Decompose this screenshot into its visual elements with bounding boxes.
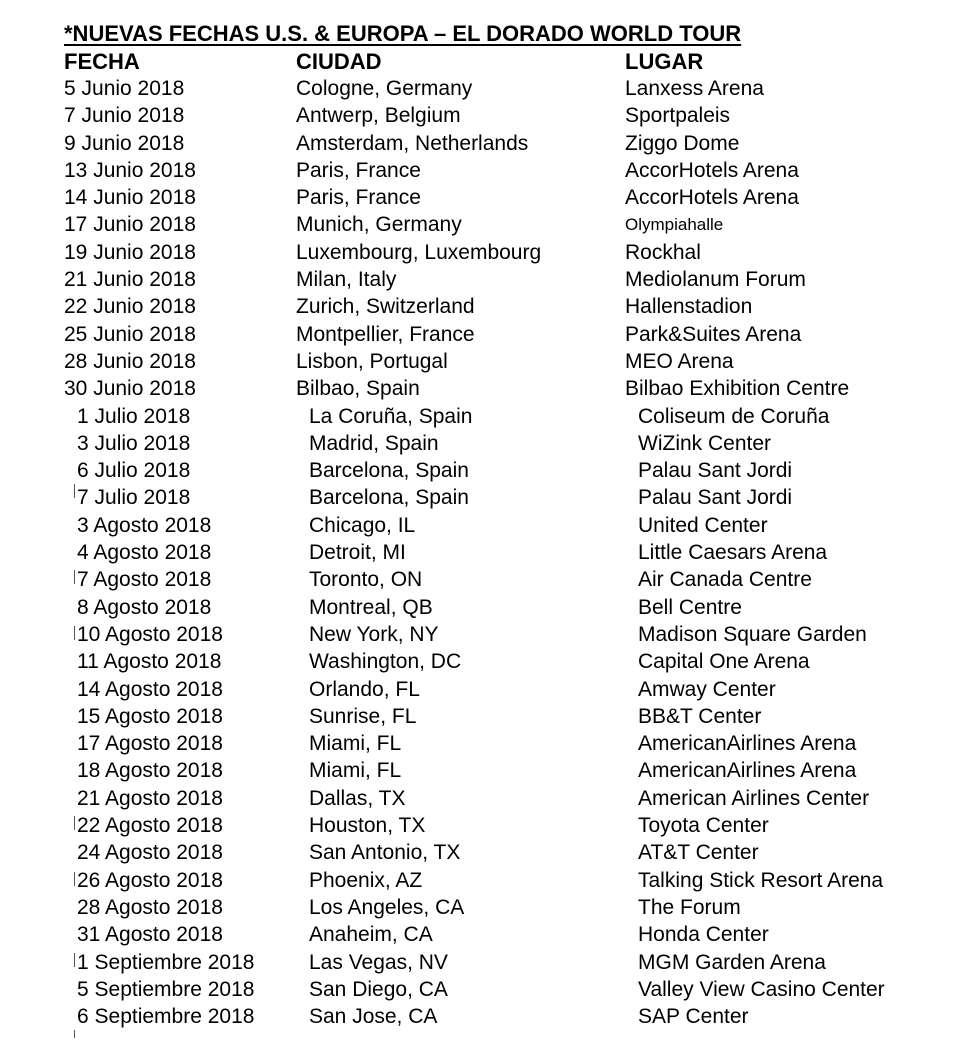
city-cell: Sunrise, FL xyxy=(309,704,417,728)
venue-cell: Little Caesars Arena xyxy=(638,541,828,565)
header-date: FECHA xyxy=(64,49,140,74)
table-row xyxy=(0,266,980,293)
city-cell: Anaheim, CA xyxy=(309,923,433,947)
date-cell: 22 Agosto 2018 xyxy=(77,814,223,838)
city-cell: Montpellier, France xyxy=(296,322,475,346)
date-cell: 7 Julio 2018 xyxy=(77,486,191,510)
date-cell: 4 Agosto 2018 xyxy=(77,541,212,565)
table-row xyxy=(0,75,980,102)
city-cell: Paris, France xyxy=(296,186,421,210)
venue-cell: Capital One Arena xyxy=(638,650,810,674)
venue-cell: American Airlines Center xyxy=(638,786,870,810)
date-cell: 10 Agosto 2018 xyxy=(77,622,223,646)
venue-cell: BB&T Center xyxy=(638,704,762,728)
venue-cell: Valley View Casino Center xyxy=(638,977,885,1001)
venue-cell: Amway Center xyxy=(638,677,776,701)
city-cell: Dallas, TX xyxy=(309,786,406,810)
table-row xyxy=(0,976,980,1003)
city-cell: Bilbao, Spain xyxy=(296,377,420,401)
table-row xyxy=(0,703,980,730)
venue-cell: AccorHotels Arena xyxy=(625,158,799,182)
date-cell: 26 Agosto 2018 xyxy=(77,868,223,892)
header-city: CIUDAD xyxy=(296,49,382,74)
venue-cell: Talking Stick Resort Arena xyxy=(638,868,884,892)
venue-cell: Madison Square Garden xyxy=(638,622,867,646)
date-cell: 15 Agosto 2018 xyxy=(77,704,223,728)
date-cell: 7 Junio 2018 xyxy=(64,104,185,128)
city-cell: Amsterdam, Netherlands xyxy=(296,131,529,155)
venue-cell: Olympiahalle xyxy=(625,215,724,235)
city-cell: Cologne, Germany xyxy=(296,77,473,100)
venue-cell: Ziggo Dome xyxy=(625,131,740,155)
scan-mark xyxy=(74,1030,75,1038)
venue-cell: Bilbao Exhibition Centre xyxy=(625,377,850,401)
date-cell: 21 Junio 2018 xyxy=(64,268,196,292)
scan-mark xyxy=(74,816,75,830)
city-cell: La Coruña, Spain xyxy=(309,404,473,428)
header-venue: LUGAR xyxy=(625,49,704,74)
tour-table xyxy=(0,75,980,1030)
date-cell: 14 Agosto 2018 xyxy=(77,677,223,701)
date-cell: 19 Junio 2018 xyxy=(64,240,196,264)
date-cell: 13 Junio 2018 xyxy=(64,158,196,182)
city-cell: Antwerp, Belgium xyxy=(296,104,461,128)
city-cell: Los Angeles, CA xyxy=(309,895,465,919)
venue-cell: AmericanAirlines Arena xyxy=(638,732,857,756)
table-row xyxy=(0,566,980,593)
table-row xyxy=(0,867,980,894)
scan-mark xyxy=(74,872,75,886)
table-row xyxy=(0,102,980,129)
venue-cell: The Forum xyxy=(638,895,741,919)
venue-cell: SAP Center xyxy=(638,1005,749,1029)
city-cell: Houston, TX xyxy=(309,814,426,838)
city-cell: Lisbon, Portugal xyxy=(296,349,448,373)
date-cell: 1 Julio 2018 xyxy=(77,404,191,428)
table-row xyxy=(0,375,980,402)
table-row xyxy=(0,539,980,566)
venue-cell: WiZink Center xyxy=(638,431,772,455)
table-row xyxy=(0,621,980,648)
date-cell: 25 Junio 2018 xyxy=(64,322,196,346)
city-cell: Orlando, FL xyxy=(309,677,420,701)
city-cell: Miami, FL xyxy=(309,732,402,756)
table-row xyxy=(0,949,980,976)
date-cell: 3 Agosto 2018 xyxy=(77,513,212,537)
city-cell: Miami, FL xyxy=(309,759,402,783)
city-cell: Paris, France xyxy=(296,158,421,182)
venue-cell: Lanxess Arena xyxy=(625,77,764,100)
table-row xyxy=(0,457,980,484)
city-cell: Munich, Germany xyxy=(296,213,462,237)
venue-cell: Coliseum de Coruña xyxy=(638,404,830,428)
date-cell: 17 Agosto 2018 xyxy=(77,732,223,756)
scan-mark xyxy=(74,626,75,640)
date-cell: 14 Junio 2018 xyxy=(64,186,196,210)
table-row xyxy=(0,676,980,703)
date-cell: 6 Septiembre 2018 xyxy=(77,1005,255,1029)
table-row xyxy=(0,484,980,511)
city-cell: Phoenix, AZ xyxy=(309,868,423,892)
table-row xyxy=(0,785,980,812)
table-row xyxy=(0,1003,980,1030)
table-row xyxy=(0,594,980,621)
date-cell: 6 Julio 2018 xyxy=(77,459,191,483)
city-cell: Washington, DC xyxy=(309,650,462,674)
scan-mark xyxy=(74,484,75,498)
table-row xyxy=(0,812,980,839)
city-cell: New York, NY xyxy=(309,622,439,646)
venue-cell: Palau Sant Jordi xyxy=(638,459,793,483)
date-cell: 22 Junio 2018 xyxy=(64,295,196,319)
venue-cell: AccorHotels Arena xyxy=(625,186,799,210)
city-cell: Montreal, QB xyxy=(309,595,433,619)
table-row xyxy=(0,321,980,348)
date-cell: 21 Agosto 2018 xyxy=(77,786,223,810)
venue-cell: Honda Center xyxy=(638,923,769,947)
city-cell: Milan, Italy xyxy=(296,268,397,292)
table-row xyxy=(0,130,980,157)
date-cell: 5 Septiembre 2018 xyxy=(77,977,255,1001)
date-cell: 31 Agosto 2018 xyxy=(77,923,223,947)
table-header xyxy=(0,48,980,75)
venue-cell: United Center xyxy=(638,513,768,537)
date-cell: 24 Agosto 2018 xyxy=(77,841,223,865)
date-cell: 11 Agosto 2018 xyxy=(77,650,222,674)
table-row xyxy=(0,184,980,211)
table-row xyxy=(0,348,980,375)
venue-cell: Mediolanum Forum xyxy=(625,268,806,292)
city-cell: San Antonio, TX xyxy=(309,841,461,865)
date-cell: 30 Junio 2018 xyxy=(64,377,196,401)
city-cell: Las Vegas, NV xyxy=(309,950,448,974)
venue-cell: Toyota Center xyxy=(638,814,769,838)
city-cell: Barcelona, Spain xyxy=(309,486,469,510)
table-row xyxy=(0,894,980,921)
table-row xyxy=(0,293,980,320)
table-row xyxy=(0,512,980,539)
city-cell: Madrid, Spain xyxy=(309,431,439,455)
city-cell: San Diego, CA xyxy=(309,977,448,1001)
date-cell: 7 Agosto 2018 xyxy=(77,568,212,592)
table-row xyxy=(0,757,980,784)
venue-cell: Palau Sant Jordi xyxy=(638,486,793,510)
table-row xyxy=(0,648,980,675)
venue-cell: Hallenstadion xyxy=(625,295,753,319)
venue-cell: Air Canada Centre xyxy=(638,568,812,592)
table-row xyxy=(0,403,980,430)
date-cell: 9 Junio 2018 xyxy=(64,131,185,155)
date-cell: 28 Agosto 2018 xyxy=(77,895,223,919)
venue-cell: Bell Centre xyxy=(638,595,742,619)
table-row xyxy=(0,157,980,184)
date-cell: 3 Julio 2018 xyxy=(77,431,191,455)
venue-cell: MGM Garden Arena xyxy=(638,950,826,974)
date-cell: 8 Agosto 2018 xyxy=(77,595,212,619)
venue-cell: MEO Arena xyxy=(625,349,734,373)
scan-mark xyxy=(74,570,75,584)
date-cell: 5 Junio 2018 xyxy=(64,77,185,100)
table-row xyxy=(0,921,980,948)
scan-mark xyxy=(74,953,75,967)
date-cell: 18 Agosto 2018 xyxy=(77,759,223,783)
venue-cell: AmericanAirlines Arena xyxy=(638,759,857,783)
city-cell: San Jose, CA xyxy=(309,1005,438,1029)
date-cell: 1 Septiembre 2018 xyxy=(77,950,255,974)
table-row xyxy=(0,730,980,757)
date-cell: 28 Junio 2018 xyxy=(64,349,196,373)
city-cell: Barcelona, Spain xyxy=(309,459,469,483)
city-cell: Detroit, MI xyxy=(309,541,406,565)
table-row xyxy=(0,211,980,238)
venue-cell: AT&T Center xyxy=(638,841,759,865)
city-cell: Zurich, Switzerland xyxy=(296,295,475,319)
table-row xyxy=(0,430,980,457)
venue-cell: Rockhal xyxy=(625,240,701,264)
table-row xyxy=(0,839,980,866)
city-cell: Luxembourg, Luxembourg xyxy=(296,240,542,264)
date-cell: 17 Junio 2018 xyxy=(64,213,196,237)
city-cell: Toronto, ON xyxy=(309,568,423,592)
venue-cell: Sportpaleis xyxy=(625,104,731,128)
document-title: *NUEVAS FECHAS U.S. & EUROPA – EL DORADO WORLD TOUR xyxy=(64,21,742,46)
venue-cell: Park&Suites Arena xyxy=(625,322,802,346)
table-row xyxy=(0,239,980,266)
city-cell: Chicago, IL xyxy=(309,513,416,537)
